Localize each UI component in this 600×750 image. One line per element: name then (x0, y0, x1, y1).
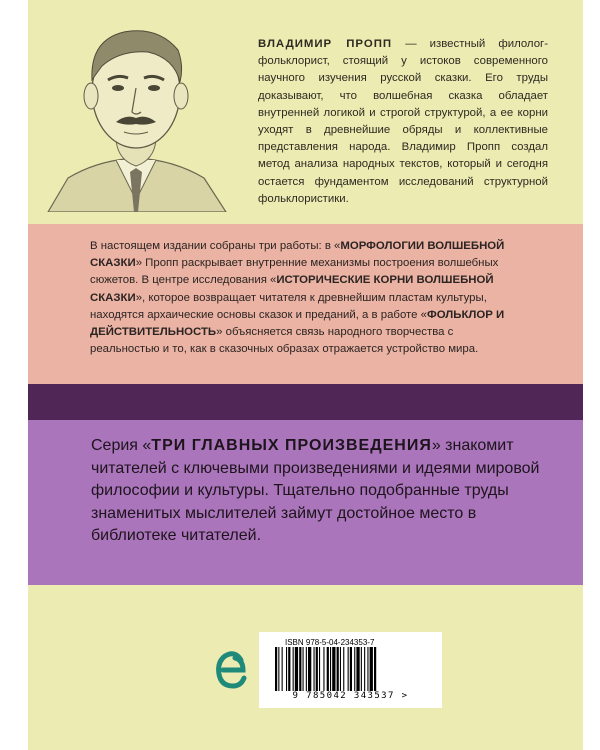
barcode-bar (343, 647, 344, 691)
series-part: » знакомит читателей с ключевыми произведениями и идеями мировой философии и культуры. Тщательно подобранные труды знаменитых мыслителей займут достойное место в библиотеке читателей. (91, 437, 540, 545)
work-title-1: МОРФОЛОГИИ ВОЛШЕБНОЙ СКАЗКИ (90, 240, 505, 270)
barcode-bar (332, 647, 335, 691)
back-cover (28, 0, 583, 750)
barcode-bar (374, 647, 376, 691)
barcode-bar (282, 647, 283, 691)
description-part: » Пропп раскрывает внутренние механизмы построения волшебных сюжетов. В центре исследования « (90, 257, 499, 287)
author-name: ВЛАДИМИР ПРОПП (258, 38, 393, 50)
barcode-bar (314, 647, 315, 691)
series-part: Серия « (91, 437, 152, 454)
barcode-bar (275, 647, 277, 691)
description-part: », которое возвращает читателя к древнейшим пластам культуры, находятся архаические основы сказок и преданий, а в работе « (90, 291, 487, 321)
barcode-bar (337, 647, 339, 691)
description-band (28, 224, 583, 384)
barcode-bar (364, 647, 365, 691)
description-part: В настоящем издании собраны три работы: в « (90, 240, 341, 252)
barcode-bar (278, 647, 279, 691)
work-title-3: ФОЛЬКЛОР И ДЕЙСТВИТЕЛЬНОСТЬ (90, 308, 505, 339)
barcode-bar (350, 647, 352, 691)
barcode-bar (308, 647, 311, 691)
work-title-2: ИСТОРИЧЕСКИЕ КОРНИ ВОЛШЕБНОЙ СКАЗКИ (90, 274, 494, 304)
barcode-bar (340, 647, 341, 691)
series-text (91, 435, 551, 548)
barcode-bar (330, 647, 331, 691)
eksmo-e-logo-icon (215, 648, 247, 690)
barcode-bar (327, 647, 329, 691)
series-name: ТРИ ГЛАВНЫХ ПРОИЗВЕДЕНИЯ (151, 437, 432, 454)
barcode-digits: 9 785042 343537 > (292, 691, 409, 701)
description-text (90, 238, 522, 358)
barcode-bar (370, 647, 373, 691)
barcode-bar (293, 647, 294, 691)
barcode-bar (286, 647, 287, 691)
barcode-bars (269, 647, 432, 691)
barcode-bar (356, 647, 359, 691)
barcode-bar (319, 647, 320, 691)
barcode-box (259, 632, 442, 708)
barcode-bar (354, 647, 355, 691)
author-bio (258, 36, 548, 208)
barcode-bar (367, 647, 368, 691)
divider-band (28, 384, 583, 420)
series-band (28, 420, 583, 585)
barcode-bar (306, 647, 307, 691)
barcode-bar (288, 647, 290, 691)
barcode-bar (299, 647, 301, 691)
barcode-bar (323, 647, 324, 691)
barcode-bar (361, 647, 362, 691)
barcode-bar (348, 647, 349, 691)
barcode-bar (295, 647, 298, 691)
author-portrait (28, 0, 246, 212)
barcode-bar (303, 647, 304, 691)
author-bio-text: — известный филолог-фольклорист, стоящий у истоков современного научного изучения русской сказки. Его труды доказывают, что волшебная сказка обладает внутренней логикой и строгой структурой, а ее корни уходят в древнейшие обряды и коллективные представления народа. Владимир Пропп создал метод анализа народных текстов, который и сегодня остается фундаментом исследований структурной фольклористики. (258, 38, 548, 205)
isbn-label: ISBN 978-5-04-234353-7 (285, 638, 375, 647)
barcode-bar (316, 647, 318, 691)
description-part: » объясняется связь народного творчества с реальностью и то, как в сказочных образах отражается устройство мира. (90, 326, 479, 356)
